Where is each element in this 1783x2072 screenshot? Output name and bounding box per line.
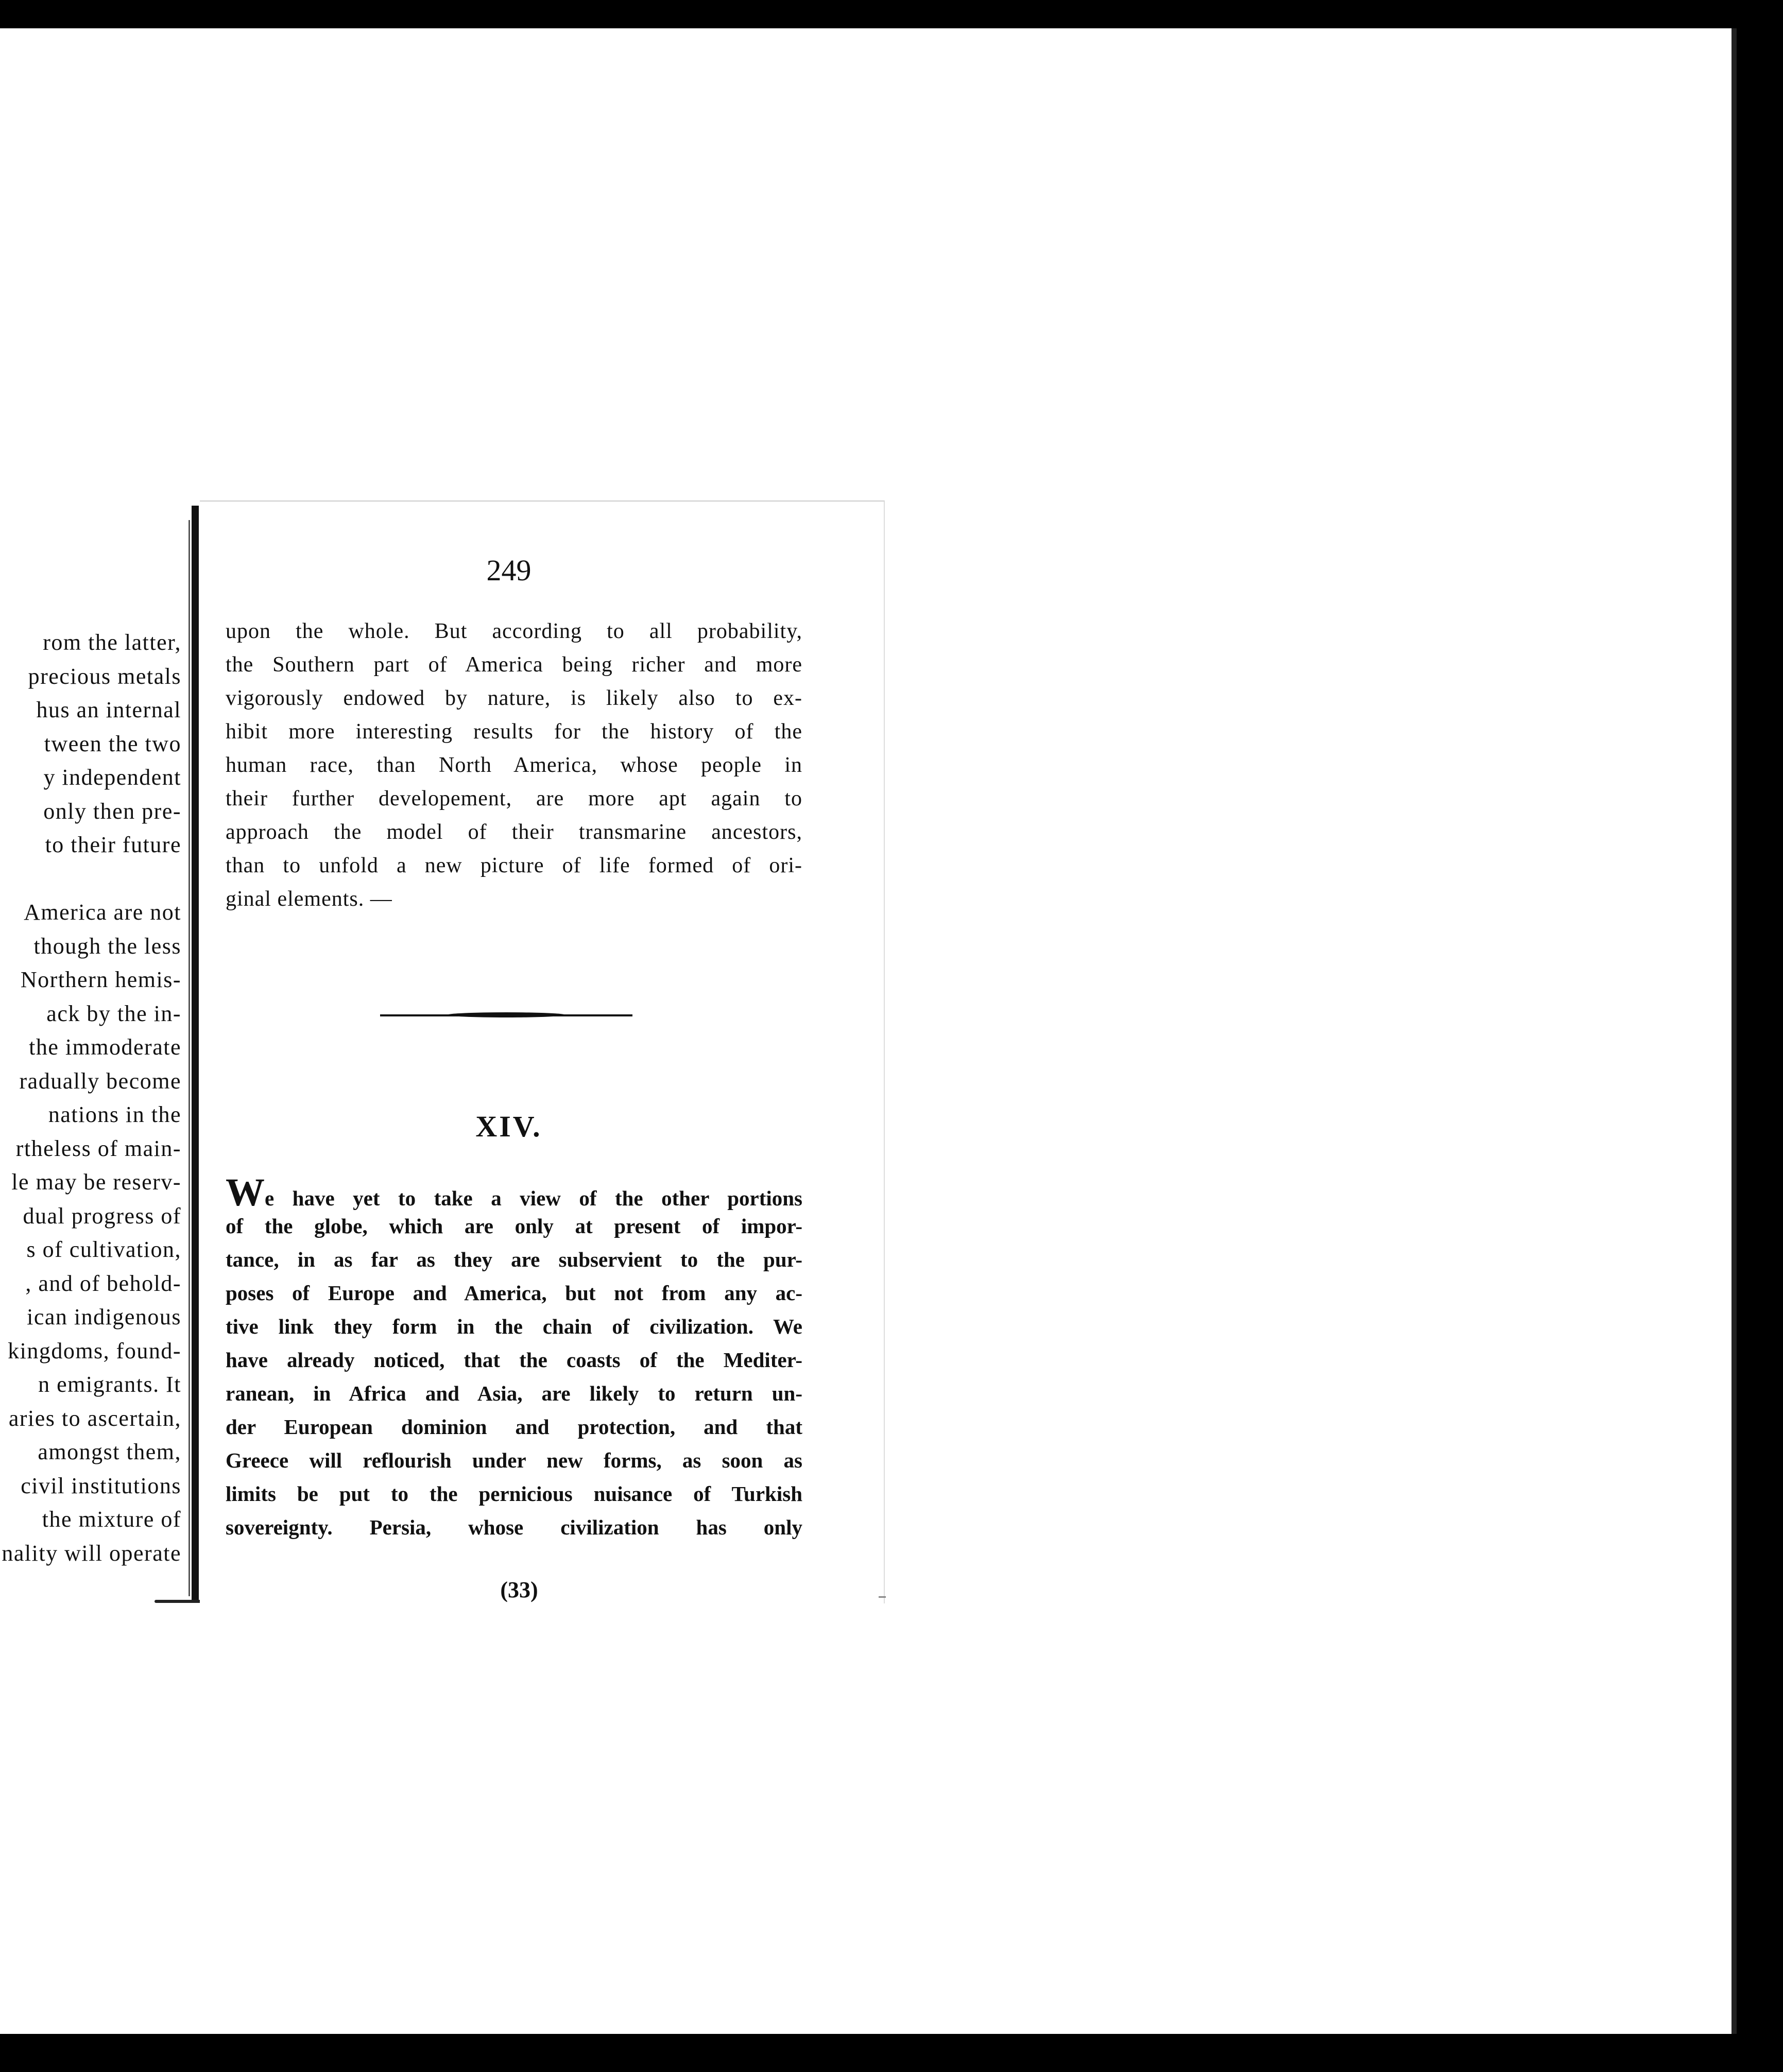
- text-line: rom the latter,: [43, 630, 181, 655]
- text-line: le may be reserv-: [11, 1169, 181, 1195]
- text-line: human race, than North America, whose people in: [226, 753, 802, 777]
- previous-page-strip: [0, 502, 185, 1609]
- text-line: poses of Europe and America, but not from any ac-: [226, 1281, 802, 1305]
- text-line: nality will operate: [2, 1540, 181, 1566]
- text-line: ginal elements. —: [226, 887, 392, 911]
- text-line: America are not: [24, 900, 181, 925]
- text-line: , and of behold-: [25, 1270, 181, 1296]
- text-line: of the globe, which are only at present of impor-: [226, 1214, 802, 1238]
- text-line: tance, in as far as they are subservient to the pur-: [226, 1248, 802, 1271]
- text-line: only then pre-: [43, 798, 181, 824]
- text-line: tween the two: [44, 731, 181, 756]
- text-line: e have yet to take a view of the other portions: [265, 1186, 802, 1210]
- section-heading: XIV.: [475, 1110, 542, 1143]
- section-divider-swell: [447, 1012, 565, 1017]
- text-line: upon the whole. But according to all probability,: [226, 619, 802, 643]
- text-line: aries to ascertain,: [8, 1405, 181, 1431]
- text-line: civil institutions: [21, 1473, 181, 1498]
- text-line: dual progress of: [23, 1203, 181, 1229]
- text-line: hibit more interesting results for the history of the: [226, 720, 802, 744]
- text-line: than to unfold a new picture of life formed of ori-: [226, 854, 802, 877]
- text-line: the immoderate: [29, 1034, 181, 1060]
- text-line: nations in the: [48, 1102, 181, 1127]
- book-page: [200, 500, 885, 1603]
- page-paragraph: [226, 615, 802, 916]
- text-line: radually become: [19, 1068, 181, 1094]
- text-line: sovereignty. Persia, whose civilization has only: [226, 1515, 802, 1539]
- scanner-frame-top: [0, 0, 1783, 28]
- text-line: n emigrants. It: [38, 1372, 181, 1397]
- text-line: rtheless of main-: [15, 1135, 181, 1161]
- text-line: der European dominion and protection, and that: [226, 1415, 802, 1439]
- sheet-edge-shadow: [1731, 28, 1737, 2034]
- scanner-frame-bottom: [0, 2034, 1783, 2072]
- text-line: approach the model of their transmarine ancestors,: [226, 820, 802, 844]
- text-line: to their future: [45, 832, 181, 857]
- page-edge-mark: [879, 1596, 886, 1598]
- drop-cap: W: [226, 1171, 265, 1214]
- text-line: the mixture of: [42, 1507, 181, 1532]
- previous-page-text: [0, 626, 181, 1570]
- signature-mark: (33): [500, 1577, 538, 1602]
- gutter-rule-thin: [188, 520, 190, 1596]
- text-line: hus an internal: [36, 697, 181, 722]
- text-line: though the less: [33, 933, 181, 959]
- text-line: tive link they form in the chain of civilization. We: [226, 1315, 802, 1338]
- text-line: the Southern part of America being richer and more: [226, 653, 802, 677]
- text-line-with-dropcap: [226, 1171, 802, 1214]
- text-line: precious metals: [28, 663, 181, 689]
- text-line: their further developement, are more apt again to: [226, 787, 802, 810]
- paragraph-gap: [0, 862, 181, 896]
- section-paragraph: [226, 1171, 802, 1544]
- text-line: y independent: [43, 765, 181, 790]
- text-line: amongst them,: [38, 1439, 181, 1464]
- gutter-rule: [192, 506, 199, 1602]
- scanner-frame-right: [1737, 0, 1783, 2072]
- text-line: ack by the in-: [46, 1000, 181, 1026]
- text-line: vigorously endowed by nature, is likely also to ex-: [226, 686, 802, 710]
- text-line: ican indigenous: [27, 1304, 181, 1329]
- text-line: have already noticed, that the coasts of the Mediter-: [226, 1348, 802, 1372]
- text-line: ranean, in Africa and Asia, are likely to return un-: [226, 1382, 802, 1405]
- text-line: kingdoms, found-: [8, 1338, 181, 1363]
- text-line: limits be put to the pernicious nuisance of Turkish: [226, 1482, 802, 1506]
- text-line: s of cultivation,: [26, 1237, 181, 1262]
- page-number: 249: [486, 554, 532, 587]
- text-line: Northern hemis-: [20, 967, 181, 992]
- text-line: Greece will reflourish under new forms, as soon as: [226, 1448, 802, 1472]
